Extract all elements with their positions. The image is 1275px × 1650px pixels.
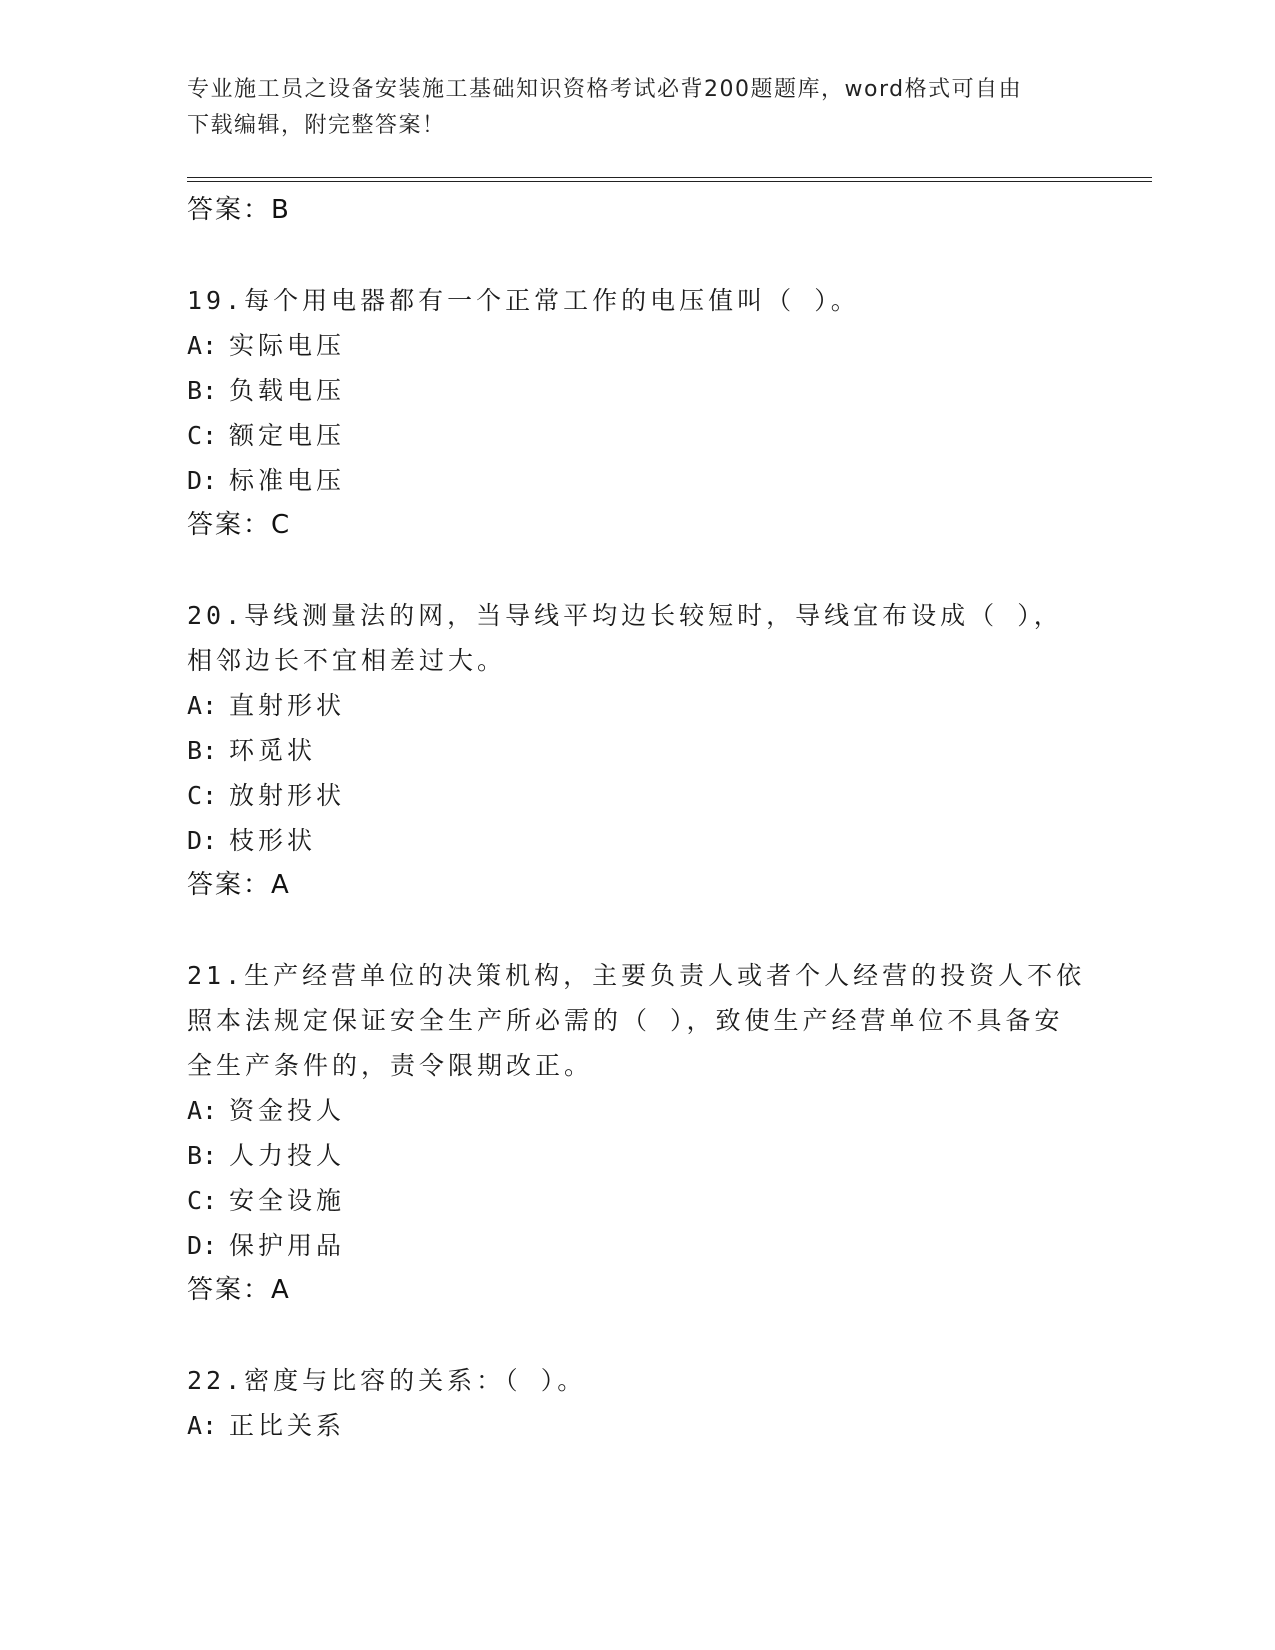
- previous-answer: 答案：B: [187, 195, 291, 225]
- question-stem-continued: 全生产条件的，责令限期改正。: [187, 1051, 594, 1080]
- question-stem-continued: 照本法规定保证安全生产所必需的（ ），致使生产经营单位不具备安: [187, 1006, 1064, 1035]
- option-text: 正比关系: [229, 1411, 346, 1440]
- option-text: 环觅状: [229, 736, 317, 765]
- spacer: [187, 1313, 1087, 1358]
- page-header: [187, 72, 1067, 144]
- header-line-2: 下载编辑，附完整答案！: [187, 113, 446, 138]
- option-text: 实际电压: [229, 331, 346, 360]
- option-key: D:: [187, 466, 218, 495]
- option-text: 额定电压: [229, 421, 346, 450]
- question-19: [187, 278, 1087, 548]
- answer-line: 答案：A: [187, 870, 291, 900]
- question-list: [187, 188, 1087, 1448]
- option-c: [187, 413, 1087, 458]
- header-divider: [187, 177, 1152, 182]
- spacer: [187, 908, 1087, 953]
- option-key: B:: [187, 1141, 218, 1170]
- option-key: C:: [187, 421, 218, 450]
- option-a: [187, 683, 1087, 728]
- option-text: 标准电压: [229, 466, 346, 495]
- option-key: A:: [187, 691, 218, 720]
- header-line-1: 专业施工员之设备安装施工基础知识资格考试必背200题题库，word格式可自由: [187, 77, 1023, 102]
- spacer: [187, 548, 1087, 593]
- option-key: A:: [187, 1096, 218, 1125]
- question-stem-continued: 相邻边长不宜相差过大。: [187, 646, 507, 675]
- spacer: [187, 233, 1087, 278]
- option-c: [187, 773, 1087, 818]
- option-key: B:: [187, 736, 218, 765]
- option-b: [187, 1133, 1087, 1178]
- option-text: 负载电压: [229, 376, 346, 405]
- answer-line: 答案：C: [187, 510, 292, 540]
- option-d: [187, 1223, 1087, 1268]
- option-text: 资金投人: [229, 1096, 346, 1125]
- option-text: 保护用品: [229, 1231, 346, 1260]
- question-22: [187, 1358, 1087, 1448]
- question-21: [187, 953, 1087, 1313]
- option-a: [187, 1403, 1087, 1448]
- option-b: [187, 728, 1087, 773]
- option-key: C:: [187, 1186, 218, 1215]
- option-d: [187, 818, 1087, 863]
- option-key: B:: [187, 376, 218, 405]
- question-20: [187, 593, 1087, 908]
- option-key: A:: [187, 331, 218, 360]
- option-d: [187, 458, 1087, 503]
- option-b: [187, 368, 1087, 413]
- question-stem: 22.密度与比容的关系：（ ）。: [187, 1366, 587, 1395]
- option-key: D:: [187, 1231, 218, 1260]
- option-text: 人力投人: [229, 1141, 346, 1170]
- question-stem: 19.每个用电器都有一个正常工作的电压值叫（ ）。: [187, 286, 860, 315]
- option-a: [187, 1088, 1087, 1133]
- question-stem: 20.导线测量法的网，当导线平均边长较短时，导线宜布设成（ ），: [187, 601, 1063, 630]
- option-text: 直射形状: [229, 691, 346, 720]
- answer-line: 答案：A: [187, 1275, 291, 1305]
- question-stem: 21.生产经营单位的决策机构，主要负责人或者个人经营的投资人不依: [187, 961, 1086, 990]
- option-key: D:: [187, 826, 218, 855]
- option-a: [187, 323, 1087, 368]
- option-key: C:: [187, 781, 218, 810]
- option-text: 放射形状: [229, 781, 346, 810]
- option-text: 枝形状: [229, 826, 317, 855]
- option-c: [187, 1178, 1087, 1223]
- option-key: A:: [187, 1411, 218, 1440]
- option-text: 安全设施: [229, 1186, 346, 1215]
